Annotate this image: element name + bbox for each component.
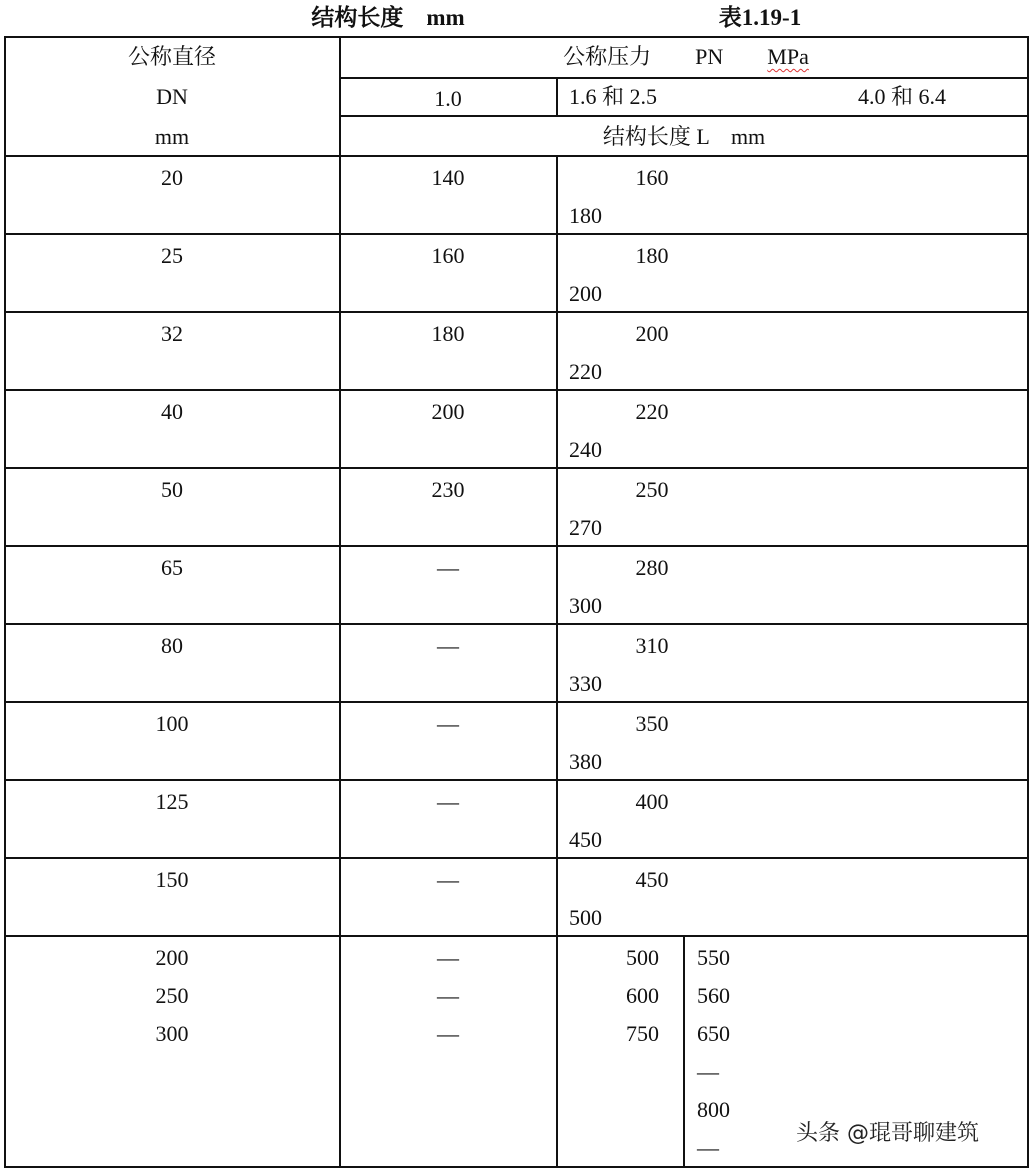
row-divider xyxy=(5,155,1029,157)
column-divider xyxy=(683,935,685,1168)
cell-pn10: 200 xyxy=(431,399,465,424)
cell-pn16-25: 310 xyxy=(635,633,669,658)
cell-pn10: 180 xyxy=(431,321,465,346)
cell-pn16-25: 600 xyxy=(626,983,659,1008)
header-dn-unit: mm xyxy=(154,124,190,149)
row-divider xyxy=(5,311,1029,313)
cell-dn: 250 xyxy=(155,983,189,1008)
cell-pn40-64: 330 xyxy=(569,671,602,696)
row-divider xyxy=(5,233,1029,235)
cell-pn10: — xyxy=(437,789,459,814)
cell-pn16-25: 220 xyxy=(635,399,669,424)
cell-pn16-25: 750 xyxy=(626,1021,659,1046)
cell-pn40-64: 550 xyxy=(697,945,730,970)
column-divider xyxy=(339,36,341,1168)
row-divider xyxy=(340,115,1029,117)
cell-pn40-64: 380 xyxy=(569,749,602,774)
cell-pn16-25: 200 xyxy=(635,321,669,346)
row-divider xyxy=(5,701,1029,703)
cell-pn40-64: 220 xyxy=(569,359,602,384)
header-length: 结构长度 L mm xyxy=(602,124,766,149)
cell-pn10: — xyxy=(437,555,459,580)
row-divider xyxy=(5,935,1029,937)
cell-pn40-64: 560 xyxy=(697,983,730,1008)
table-border-top xyxy=(5,36,1029,38)
cell-dn: 65 xyxy=(161,555,183,580)
header-pressure xyxy=(563,46,809,68)
cell-dn: 200 xyxy=(155,945,189,970)
cell-pn10: — xyxy=(437,945,459,970)
pressure-unit: MPa xyxy=(767,44,809,69)
cell-pn40-64: 300 xyxy=(569,593,602,618)
cell-pn16-25: 180 xyxy=(635,243,669,268)
row-divider xyxy=(5,779,1029,781)
cell-pn40-64: 450 xyxy=(569,827,602,852)
watermark: 头条 @琨哥聊建筑 xyxy=(796,1121,979,1146)
cell-pn16-25: 450 xyxy=(635,867,669,892)
cell-pn40-64: 180 xyxy=(569,203,602,228)
cell-pn10: 160 xyxy=(431,243,465,268)
cell-pn16-25: 280 xyxy=(635,555,669,580)
header-pn-1: 1.0 xyxy=(434,86,462,111)
cell-pn40-64: 500 xyxy=(569,905,602,930)
cell-dn: 32 xyxy=(161,321,183,346)
cell-pn40-64: 240 xyxy=(569,437,602,462)
header-dn-symbol: DN xyxy=(156,84,188,109)
column-divider xyxy=(556,77,558,116)
row-divider xyxy=(5,467,1029,469)
row-divider xyxy=(5,857,1029,859)
cell-pn40-64: 270 xyxy=(569,515,602,540)
cell-pn40-64: — xyxy=(697,1135,719,1160)
table-border-left xyxy=(4,36,6,1168)
cell-dn: 125 xyxy=(155,789,189,814)
cell-pn40-64: 650 xyxy=(697,1021,730,1046)
cell-dn: 80 xyxy=(161,633,183,658)
cell-dn: 150 xyxy=(155,867,189,892)
cell-pn10: 140 xyxy=(431,165,465,190)
table-border-right xyxy=(1027,36,1029,1168)
cell-pn10: 230 xyxy=(431,477,465,502)
row-divider xyxy=(5,389,1029,391)
cell-dn: 20 xyxy=(161,165,183,190)
cell-pn16-25: 250 xyxy=(635,477,669,502)
row-divider xyxy=(5,623,1029,625)
cell-dn: 25 xyxy=(161,243,183,268)
cell-pn40-64: — xyxy=(697,1059,719,1084)
pressure-label: 公称压力 PN xyxy=(563,44,768,69)
row-divider xyxy=(340,77,1029,79)
cell-pn10: — xyxy=(437,983,459,1008)
cell-pn16-25: 160 xyxy=(635,165,669,190)
cell-dn: 40 xyxy=(161,399,183,424)
row-divider xyxy=(5,545,1029,547)
table-caption: 结构长度 mm xyxy=(311,5,465,30)
cell-pn16-25: 400 xyxy=(635,789,669,814)
table-number: 表1.19-1 xyxy=(718,5,802,30)
cell-pn10: — xyxy=(437,633,459,658)
cell-pn10: — xyxy=(437,711,459,736)
cell-pn40-64: 200 xyxy=(569,281,602,306)
header-pn-3: 4.0 和 6.4 xyxy=(858,84,947,109)
cell-dn: 100 xyxy=(155,711,189,736)
header-dn-label: 公称直径 xyxy=(127,44,217,69)
cell-dn: 50 xyxy=(161,477,183,502)
cell-pn40-64: 800 xyxy=(697,1097,730,1122)
cell-pn10: — xyxy=(437,1021,459,1046)
cell-pn16-25: 350 xyxy=(635,711,669,736)
column-divider xyxy=(556,155,558,1168)
cell-pn16-25: 500 xyxy=(626,945,659,970)
header-pn-2: 1.6 和 2.5 xyxy=(569,84,658,109)
cell-dn: 300 xyxy=(155,1021,189,1046)
cell-pn10: — xyxy=(437,867,459,892)
table-border-bottom xyxy=(5,1166,1029,1168)
